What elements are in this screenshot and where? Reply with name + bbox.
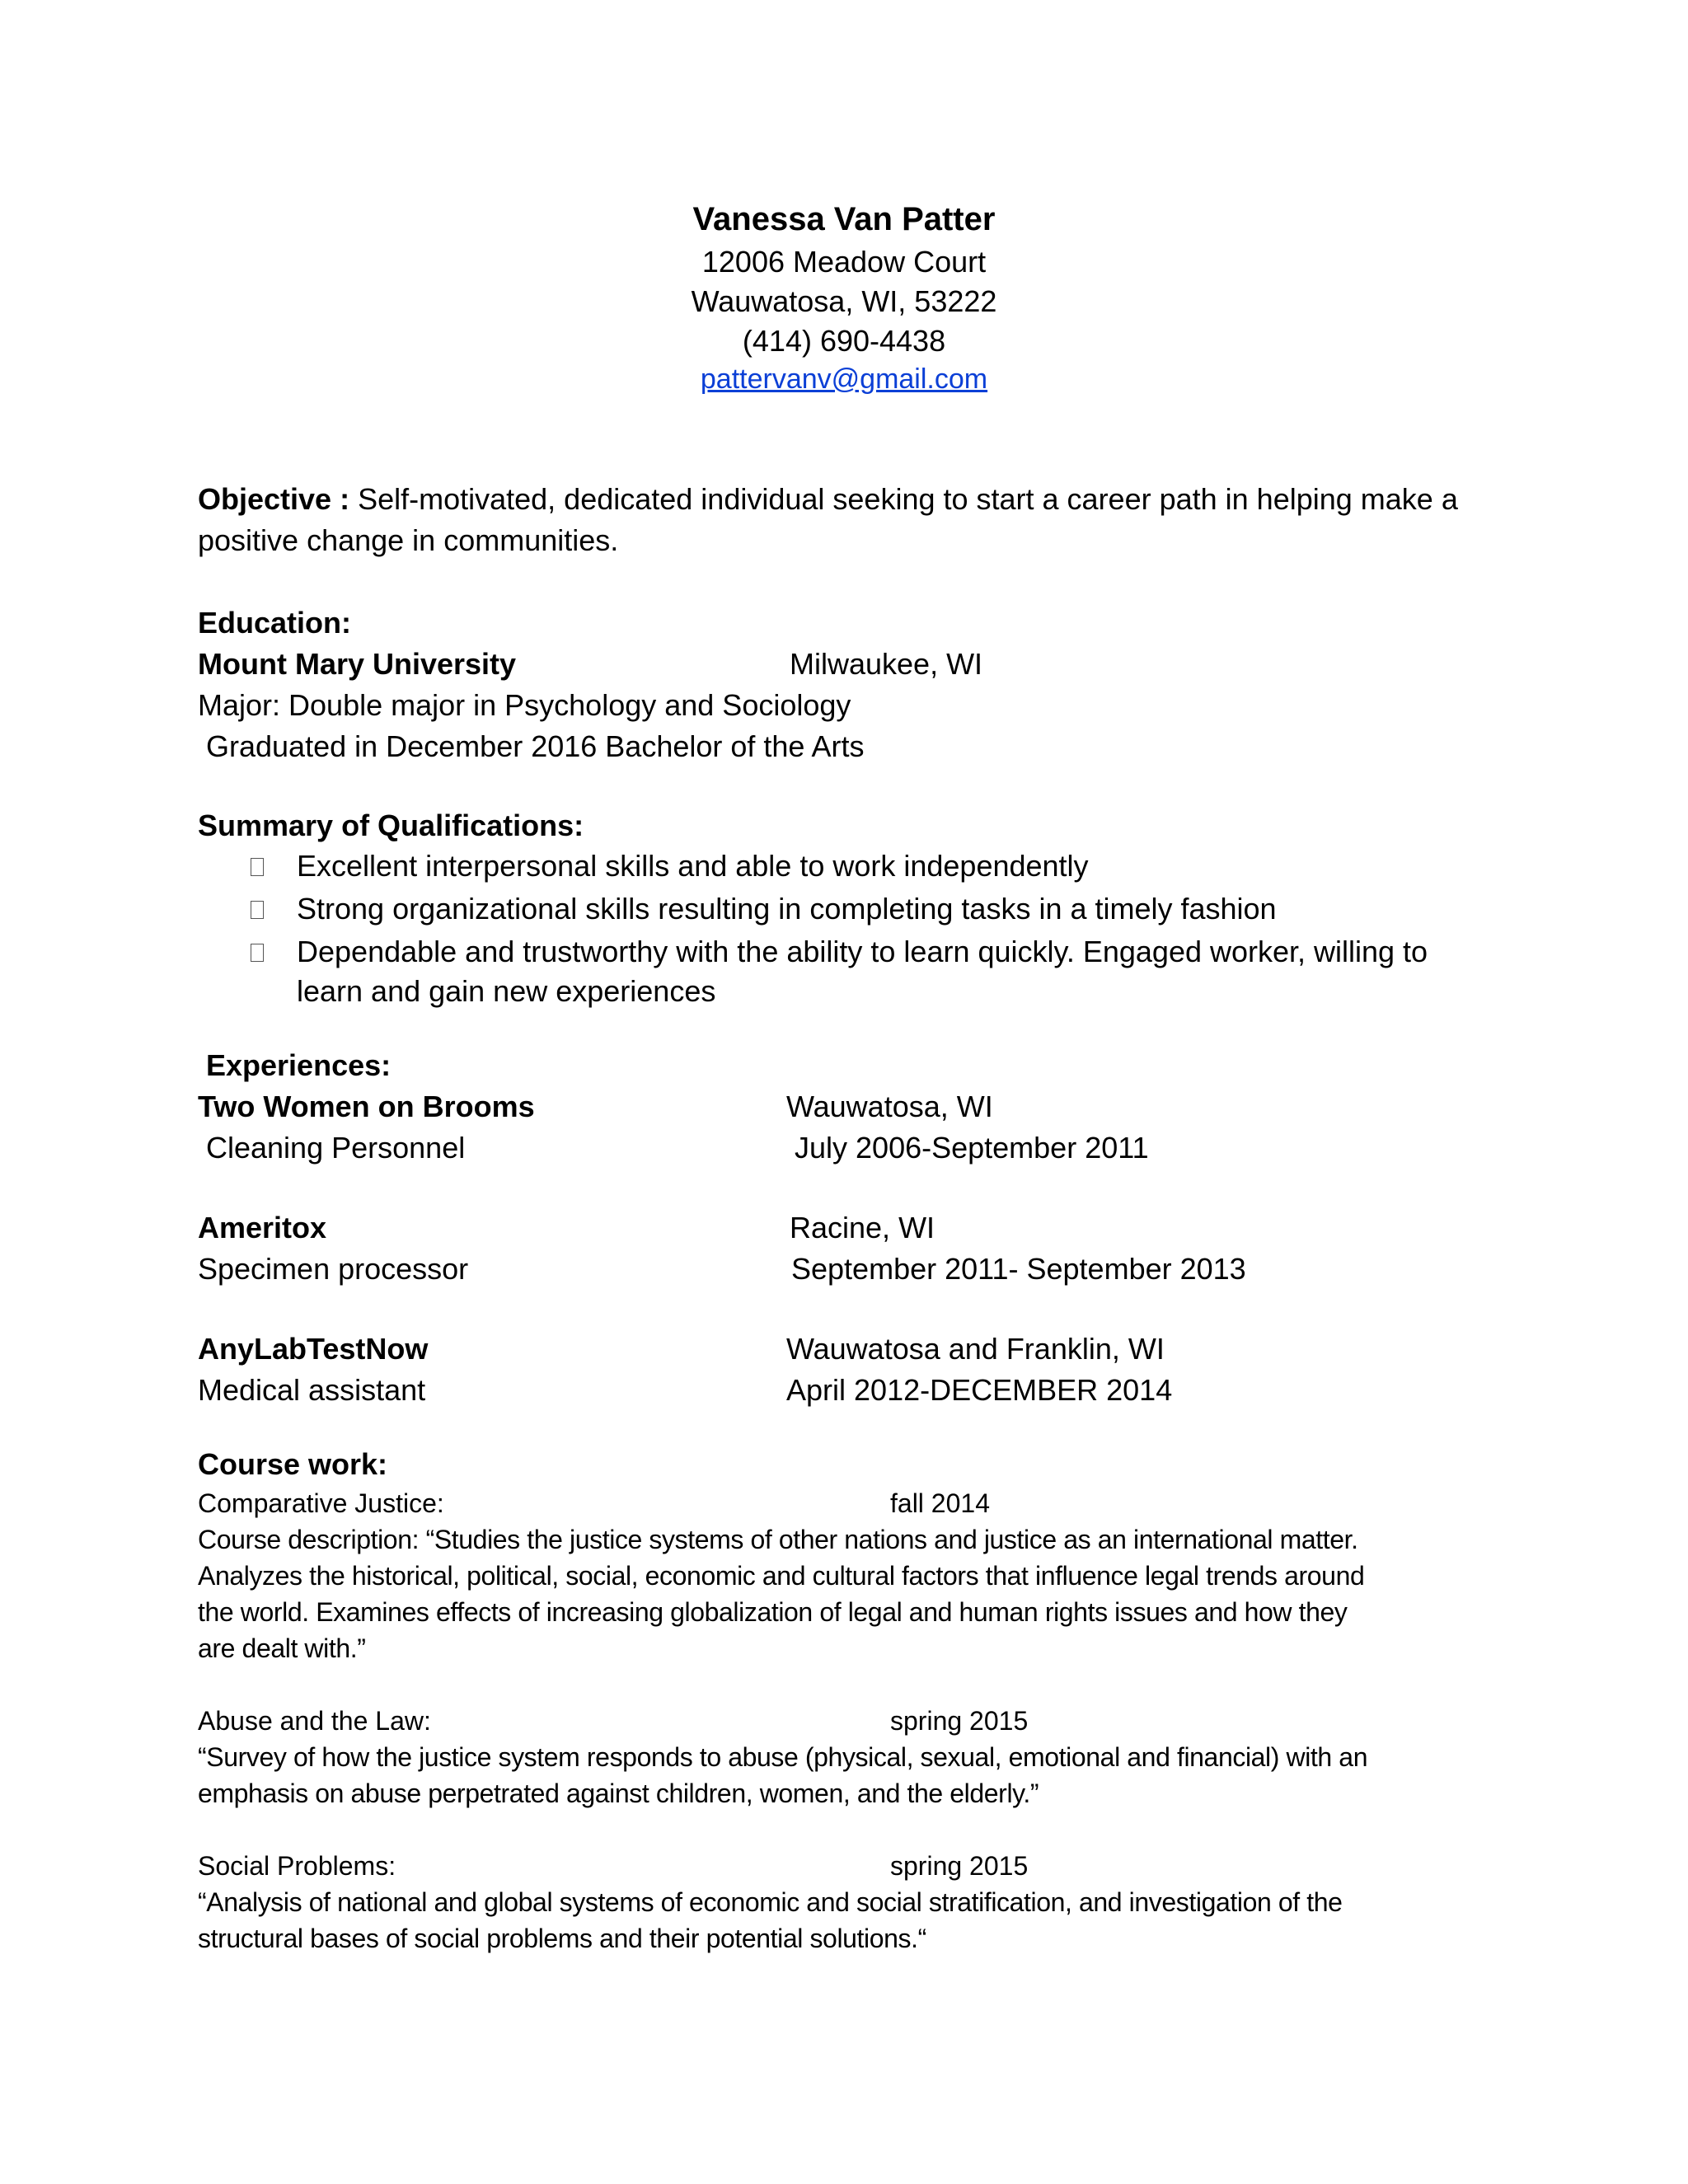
bullet-box-icon bbox=[251, 858, 264, 876]
course-entry bbox=[198, 1848, 1484, 1957]
job-entry bbox=[198, 1329, 1484, 1370]
course-title: Abuse and the Law: bbox=[198, 1706, 431, 1736]
course-term: fall 2014 bbox=[890, 1488, 990, 1518]
objective-label: Objective : bbox=[198, 482, 350, 516]
coursework-heading: Course work: bbox=[198, 1447, 388, 1481]
address-line-2: Wauwatosa, WI, 53222 bbox=[691, 284, 997, 318]
course-title: Social Problems: bbox=[198, 1851, 396, 1881]
course-description-line: “Analysis of national and global systems of economic and social stratification, and investigation of the bbox=[198, 1887, 1343, 1917]
job-dates: July 2006-September 2011 bbox=[795, 1131, 1149, 1165]
qualifications-heading: Summary of Qualifications: bbox=[198, 808, 584, 842]
job-role: Specimen processor bbox=[198, 1252, 469, 1286]
qualifications-list bbox=[198, 846, 1484, 1011]
address-line-1: 12006 Meadow Court bbox=[701, 245, 987, 279]
course-term: spring 2015 bbox=[890, 1851, 1029, 1881]
job-employer: Ameritox bbox=[198, 1211, 327, 1244]
education-heading: Education: bbox=[198, 606, 351, 640]
course-description-line: Course description: “Studies the justice systems of other nations and justice as an international matter. bbox=[198, 1525, 1358, 1554]
course-description-line: emphasis on abuse perpetrated against children, women, and the elderly.” bbox=[198, 1779, 1039, 1808]
job-role: Medical assistant bbox=[198, 1373, 426, 1407]
course-description-line: the world. Examines effects of increasing globalization of legal and human rights issues and how they bbox=[198, 1597, 1348, 1627]
experiences-heading: Experiences: bbox=[206, 1048, 392, 1082]
job-dates: September 2011- September 2013 bbox=[791, 1252, 1246, 1286]
course-description-line: “Survey of how the justice system responds to abuse (physical, sexual, emotional and financial) with an bbox=[198, 1742, 1368, 1772]
job-location: Wauwatosa, WI bbox=[786, 1090, 993, 1123]
job-employer: AnyLabTestNow bbox=[198, 1332, 429, 1366]
bullet-box-icon bbox=[251, 901, 264, 919]
course-description-line: are dealt with.” bbox=[198, 1633, 366, 1663]
phone-number: (414) 690-4438 bbox=[742, 324, 946, 358]
education-major: Major: Double major in Psychology and Sociology bbox=[198, 688, 851, 722]
qualification-item: Dependable and trustworthy with the ability to learn quickly. Engaged worker, willing to learn and gain new experiences bbox=[198, 932, 1467, 1011]
job-role: Cleaning Personnel bbox=[206, 1131, 466, 1165]
job-location: Racine, WI bbox=[790, 1211, 935, 1244]
course-title: Comparative Justice: bbox=[198, 1488, 444, 1518]
qualifications-section bbox=[198, 805, 1484, 1015]
school-location: Milwaukee, WI bbox=[790, 647, 983, 681]
email-link[interactable]: pattervanv@gmail.com bbox=[700, 363, 988, 395]
coursework-section bbox=[198, 1444, 1484, 1957]
course-description-line: Analyzes the historical, political, social, economic and cultural factors that influence legal trends around bbox=[198, 1561, 1365, 1591]
school-name: Mount Mary University bbox=[198, 647, 517, 681]
course-description-line: structural bases of social problems and their potential solutions.“ bbox=[198, 1924, 926, 1953]
course-entry bbox=[198, 1485, 1484, 1666]
job-location: Wauwatosa and Franklin, WI bbox=[786, 1332, 1165, 1366]
candidate-name: Vanessa Van Patter bbox=[692, 201, 996, 237]
qualification-item: Strong organizational skills resulting in completing tasks in a timely fashion bbox=[198, 889, 1484, 929]
qualification-item: Excellent interpersonal skills and able to work independently bbox=[198, 846, 1484, 886]
bullet-box-icon bbox=[251, 944, 264, 962]
course-entry bbox=[198, 1703, 1484, 1811]
objective-text: Self-motivated, dedicated individual seeking to start a career path in helping make a positive change in communities. bbox=[198, 482, 1458, 557]
education-graduated: Graduated in December 2016 Bachelor of the Arts bbox=[206, 729, 865, 763]
job-employer: Two Women on Brooms bbox=[198, 1090, 535, 1123]
job-entry bbox=[198, 1207, 1484, 1249]
objective-section bbox=[198, 479, 1484, 561]
education-section bbox=[198, 602, 1484, 767]
experiences-section bbox=[198, 1045, 1484, 1411]
resume-header bbox=[0, 196, 1688, 397]
job-entry bbox=[198, 1086, 1484, 1127]
job-dates: April 2012-DECEMBER 2014 bbox=[786, 1373, 1173, 1407]
course-term: spring 2015 bbox=[890, 1706, 1029, 1736]
